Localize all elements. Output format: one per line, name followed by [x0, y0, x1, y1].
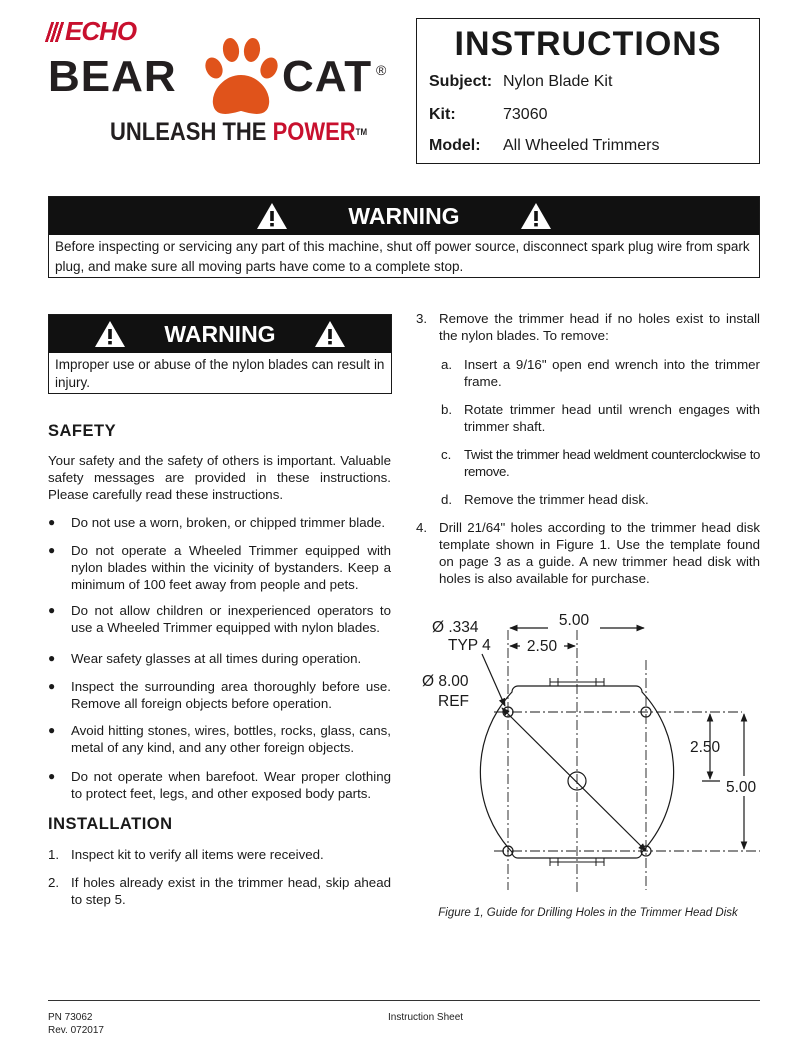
install-step-1: 1. Inspect kit to verify all items were received.	[48, 847, 324, 862]
model-row: Model: All Wheeled Trimmers	[429, 137, 660, 154]
hole-count-label: TYP 4	[448, 637, 491, 654]
footer-center: Instruction Sheet	[388, 1012, 464, 1023]
footer-rev: Rev. 072017	[48, 1025, 104, 1036]
safety-intro: Your safety and the safety of others is important. Valuable safety messages are provided in these instructions. Please carefully read these instructions.	[48, 453, 391, 502]
figure-caption: Figure 1, Guide for Drilling Holes in the Trimmer Head Disk	[438, 907, 738, 919]
warning-left	[48, 314, 392, 394]
dim-right-half-label: 2.50	[690, 739, 721, 756]
safety-heading: SAFETY	[48, 422, 117, 440]
install-substep-d: d. Remove the trimmer head disk.	[441, 492, 649, 507]
echo-logo: ECHO	[48, 18, 136, 44]
safety-bullet: ● Do not operate a Wheeled Trimmer equipped with nylon blades within the vicinity of bystanders. Keep a minimum of 100 feet away from people and pets.	[48, 543, 391, 592]
warning-triangle-icon	[314, 320, 346, 348]
subject-row: Subject: Nylon Blade Kit	[429, 73, 613, 90]
installation-heading: INSTALLATION	[48, 815, 173, 833]
safety-bullet: ● Do not use a worn, broken, or chipped trimmer blade.	[48, 515, 386, 530]
safety-bullet: ● Inspect the surrounding area thoroughly before use. Remove all foreign objects before operation.	[48, 679, 391, 711]
dim-half-label: 2.50	[526, 638, 558, 655]
warning-triangle-icon	[520, 202, 552, 230]
warning-top	[48, 196, 760, 278]
install-substep-c: c. Twist the trimmer head weldment counterclockwise to remove.	[441, 447, 760, 479]
registered-mark: ®	[376, 62, 387, 78]
echo-stripes-icon	[45, 22, 65, 42]
warning-top-text: Before inspecting or servicing any part of this machine, shut off power source, disconnect spark plug wire from spark plug, and make sure all moving parts have come to a complete stop.	[55, 239, 750, 274]
install-substep-b: b. Rotate trimmer head until wrench engages with trimmer shaft.	[441, 402, 760, 434]
warning-left-header	[49, 315, 391, 353]
safety-bullet: ● Avoid hitting stones, wires, bottles, rocks, glass, cans, metal of any kind, and any other foreign objects.	[48, 723, 391, 755]
install-step-4: 4. Drill 21/64" holes according to the trimmer head disk template shown in Figure 1. Use the template found on page 3 as a guide. A new trimmer head disk with holes is also available for purchase.	[416, 520, 760, 586]
install-step-3: 3. Remove the trimmer head if no holes exist to install the nylon blades. To remove:	[416, 311, 760, 343]
kit-row: Kit: 73060	[429, 106, 548, 123]
warning-left-text: Improper use or abuse of the nylon blades can result in injury.	[55, 357, 385, 390]
trimmer-disk-drawing	[410, 600, 770, 900]
tagline: UNLEASH THE POWER™	[110, 118, 368, 146]
safety-bullet: ● Wear safety glasses at all times during operation.	[48, 651, 362, 666]
warning-triangle-icon	[94, 320, 126, 348]
install-substep-a: a. Insert a 9/16" open end wrench into the trimmer frame.	[441, 357, 760, 389]
disk-dia-label: Ø 8.00	[422, 673, 469, 690]
brand-bear: BEAR	[48, 52, 177, 101]
paw-print-icon	[200, 34, 282, 122]
safety-bullet: ● Do not operate when barefoot. Wear proper clothing to protect feet, legs, and other exposed body parts.	[48, 769, 391, 801]
warning-left-title: WARNING	[164, 320, 276, 347]
install-step-2: 2. If holes already exist in the trimmer head, skip ahead to step 5.	[48, 875, 391, 907]
footer-pn: PN 73062	[48, 1012, 93, 1023]
instructions-box	[416, 18, 760, 164]
brand-cat: CAT	[282, 52, 373, 101]
hole-dia-label: Ø .334	[432, 619, 479, 636]
disk-ref-label: REF	[438, 693, 469, 710]
dim-top-label: 5.00	[558, 612, 590, 629]
dim-right-label: 5.00	[726, 779, 757, 796]
warning-top-header	[49, 197, 759, 235]
footer-divider	[48, 1000, 760, 1001]
warning-triangle-icon	[256, 202, 288, 230]
instructions-title: INSTRUCTIONS	[454, 25, 722, 63]
safety-bullet: ● Do not allow children or inexperienced operators to use a Wheeled Trimmer equipped with nylon blades.	[48, 603, 391, 635]
warning-top-title: WARNING	[348, 202, 460, 229]
